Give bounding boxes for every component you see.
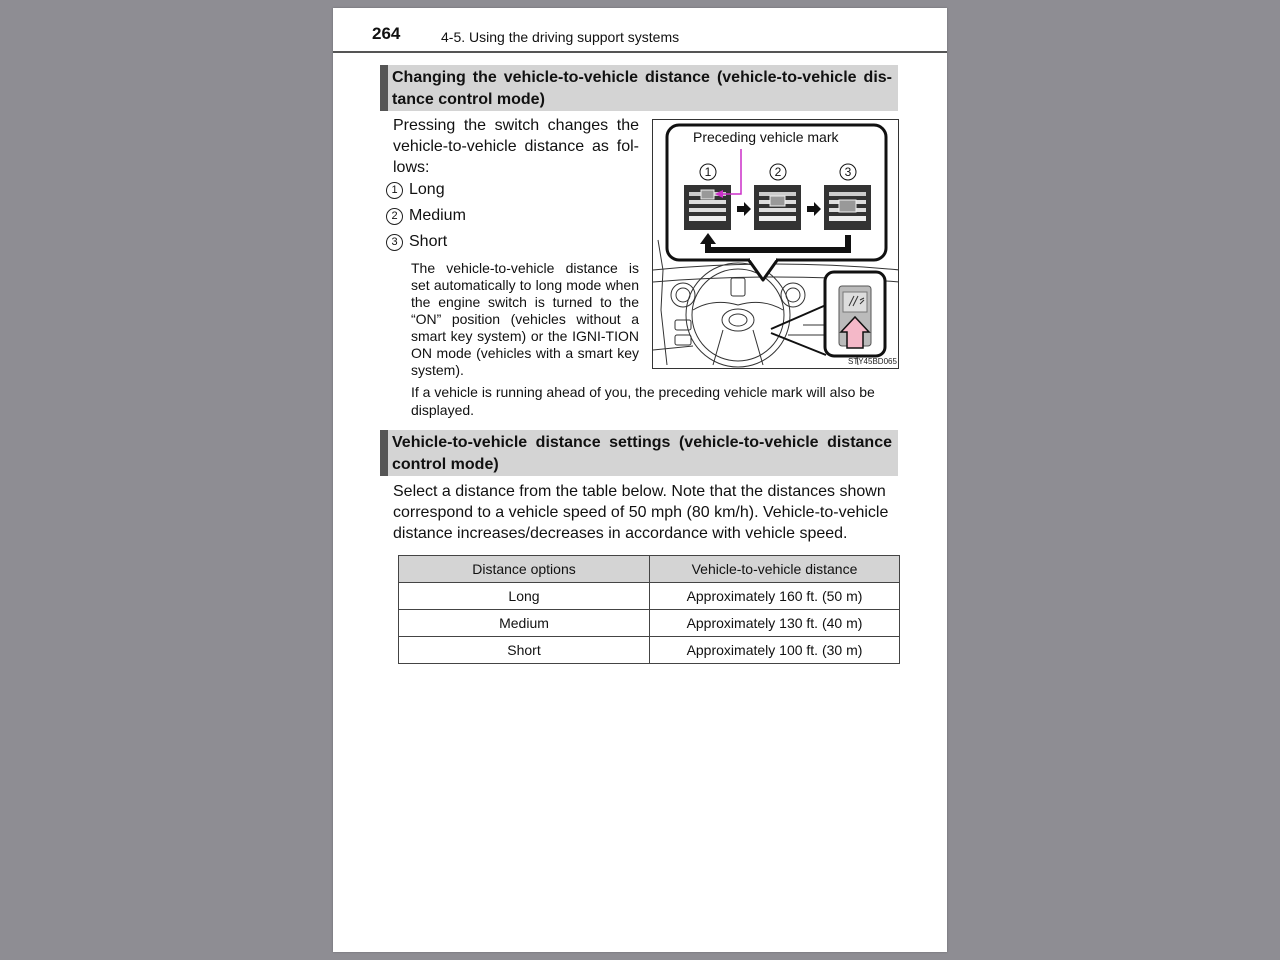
table-row xyxy=(399,637,900,664)
default-mode-note: The vehicle-to-vehicle distance is set automatically to long mode when the engine switch is turned to the “ON” position (vehicles without a smart key system) or the IGNI-TION ON mode (vehicles with a smart key system). xyxy=(411,260,639,378)
circled-number: 3 xyxy=(386,234,403,251)
header-divider xyxy=(333,51,947,53)
distance-settings-text: Select a distance from the table below. Note that the distances shown correspond to a vehicle speed of 50 mph (80 km/h). Vehicle-to-vehicle distance increases/decreases in accordance with vehicle speed. xyxy=(393,483,889,542)
table-row xyxy=(399,610,900,637)
preceding-vehicle-note: If a vehicle is running ahead of you, the preceding vehicle mark will also be displayed. xyxy=(411,384,875,418)
circled-number: 2 xyxy=(386,208,403,225)
section-title-changing-distance: Changing the vehicle-to-vehicle distance (vehicle-to-vehicle dis-tance control mode) xyxy=(380,65,898,111)
step-number: 2 xyxy=(774,165,782,179)
table-cell: Long xyxy=(399,583,650,610)
distance-display-short xyxy=(824,185,871,230)
table-cell: Approximately 160 ft. (50 m) xyxy=(650,583,900,610)
dashboard-illustration xyxy=(652,119,899,369)
figure-code: STY45BD065 xyxy=(848,357,897,366)
distance-table xyxy=(398,555,900,664)
circled-number: 1 xyxy=(386,182,403,199)
intro-text: Pressing the switch changes the vehicle-to-vehicle distance as fol-lows: xyxy=(393,117,639,176)
step-number: 1 xyxy=(704,165,712,179)
option-medium xyxy=(386,207,466,225)
column-header: Distance options xyxy=(399,556,650,583)
table-cell: Approximately 100 ft. (30 m) xyxy=(650,637,900,664)
option-label: Short xyxy=(409,233,448,250)
page-header xyxy=(333,8,947,54)
preceding-vehicle-mark-label: Preceding vehicle mark xyxy=(693,129,839,145)
option-long xyxy=(386,181,445,199)
column-header: Vehicle-to-vehicle distance xyxy=(650,556,900,583)
section-title-distance-settings: Vehicle-to-vehicle distance settings (vehicle-to-vehicle distance control mode) xyxy=(380,430,898,476)
step-number: 3 xyxy=(844,165,852,179)
option-label: Long xyxy=(409,181,445,198)
table-cell: Medium xyxy=(399,610,650,637)
table-row xyxy=(399,583,900,610)
page-number: 264 xyxy=(372,24,401,43)
distance-display-medium xyxy=(754,185,801,230)
distance-display-long xyxy=(684,185,731,230)
table-header-row xyxy=(399,556,900,583)
manual-page xyxy=(333,8,947,952)
section-heading: 4-5. Using the driving support systems xyxy=(441,29,680,45)
option-short xyxy=(386,233,447,251)
option-label: Medium xyxy=(409,207,466,224)
dashboard-diagram xyxy=(653,120,899,369)
table-cell: Short xyxy=(399,637,650,664)
table-cell: Approximately 130 ft. (40 m) xyxy=(650,610,900,637)
